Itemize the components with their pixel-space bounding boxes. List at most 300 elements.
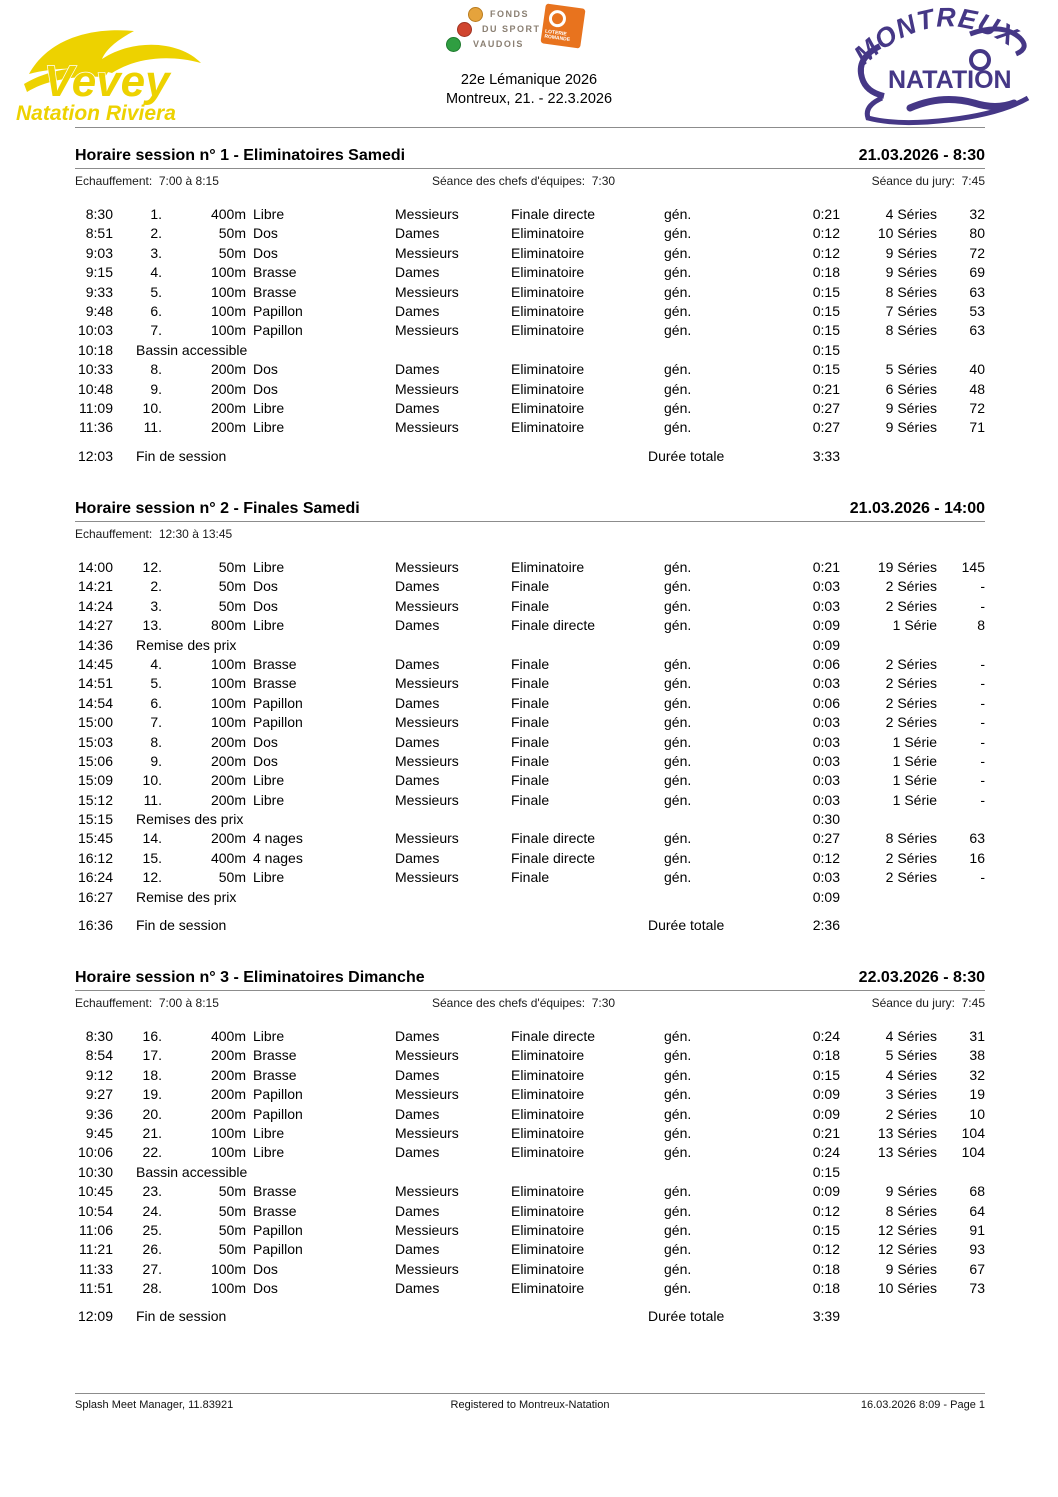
row-number: 14.	[142, 830, 162, 847]
row-count: -	[980, 772, 985, 789]
row-series: 9 Séries	[885, 264, 937, 281]
row-class: gén.	[664, 559, 692, 575]
row-round: Finale	[511, 694, 550, 711]
row-stroke: Dos	[253, 733, 278, 750]
row-gender: Dames	[395, 617, 440, 634]
row-time: 11:36	[79, 419, 113, 436]
row-interval: 0:15	[812, 322, 840, 339]
row-distance: 100m	[210, 1124, 246, 1141]
row-gender: Dames	[395, 1144, 440, 1161]
row-distance: 100m	[210, 283, 246, 300]
row-interval: 0:21	[812, 1124, 840, 1141]
row-gender: Messieurs	[395, 714, 459, 731]
row-count: 38	[969, 1047, 985, 1064]
row-distance: 200m	[210, 733, 246, 750]
row-time: 14:36	[77, 636, 113, 653]
row-stroke: Libre	[253, 1124, 285, 1141]
row-stroke: 4 nages	[253, 830, 303, 847]
row-round: Eliminatoire	[511, 399, 585, 416]
row-interval: 0:15	[812, 341, 840, 358]
row-class: gén.	[664, 264, 692, 281]
session-info-row	[75, 174, 985, 189]
row-round: Eliminatoire	[511, 380, 585, 397]
row-time: 16:27	[77, 888, 113, 905]
row-number: 3.	[150, 244, 162, 261]
row-interval: 0:12	[812, 1202, 840, 1219]
session-2	[75, 498, 985, 936]
row-interval: 0:03	[812, 869, 840, 886]
row-stroke: Brasse	[253, 1047, 297, 1064]
schedule-event-row	[75, 617, 985, 636]
row-interval: 0:15	[812, 361, 840, 378]
schedule-event-row	[75, 1047, 985, 1066]
row-count: 104	[961, 1124, 985, 1141]
event-title: 22e Lémanique 2026	[460, 72, 598, 88]
row-interval: 0:03	[812, 714, 840, 731]
row-class: gén.	[664, 1260, 692, 1277]
chefs-equipes-label: Séance des chefs d'équipes: 7:30	[432, 996, 616, 1010]
row-count: 72	[969, 244, 985, 261]
row-gender: Dames	[395, 302, 440, 319]
row-series: 2 Séries	[885, 675, 937, 692]
schedule-event-row	[75, 1067, 985, 1086]
row-stroke: Libre	[253, 1144, 285, 1161]
row-count: 91	[969, 1221, 985, 1238]
row-class: gén.	[664, 694, 692, 711]
row-series: 7 Séries	[885, 302, 937, 319]
fin-de-session-row	[75, 1308, 985, 1327]
row-time: 15:00	[77, 714, 113, 731]
row-time: 11:06	[79, 1221, 113, 1238]
row-time: 9:27	[85, 1086, 113, 1103]
row-class: gén.	[664, 830, 692, 847]
schedule-event-row	[75, 598, 985, 617]
row-time: 10:18	[77, 341, 113, 358]
row-stroke: Papillon	[253, 714, 303, 731]
row-number: 6.	[150, 694, 162, 711]
row-stroke: Papillon	[253, 1105, 303, 1122]
row-distance: 200m	[210, 419, 246, 436]
row-time: 14:00	[77, 559, 113, 575]
row-round: Finale directe	[511, 1028, 596, 1044]
session-info-row	[75, 996, 985, 1011]
row-stroke: Libre	[253, 1028, 285, 1044]
row-distance: 200m	[210, 791, 246, 808]
row-class: gén.	[664, 733, 692, 750]
row-class: gén.	[664, 791, 692, 808]
schedule-event-row	[75, 303, 985, 322]
fin-label: Fin de session	[136, 1308, 227, 1325]
row-interval: 0:03	[812, 675, 840, 692]
row-distance: 200m	[210, 380, 246, 397]
row-time: 10:33	[77, 361, 113, 378]
row-count: 93	[969, 1241, 985, 1258]
row-label: Remises des prix	[136, 811, 244, 828]
row-interval: 0:15	[812, 1163, 840, 1180]
row-count: 80	[969, 225, 985, 242]
row-round: Eliminatoire	[511, 1260, 585, 1277]
row-gender: Dames	[395, 399, 440, 416]
row-distance: 200m	[210, 1086, 246, 1103]
row-time: 11:21	[79, 1241, 113, 1258]
row-number: 23.	[142, 1183, 162, 1200]
row-count: -	[980, 752, 985, 769]
row-series: 12 Séries	[877, 1221, 937, 1238]
row-interval: 0:18	[812, 264, 840, 281]
row-number: 1.	[150, 206, 162, 222]
schedule-event-row	[75, 559, 985, 578]
row-series: 2 Séries	[885, 597, 937, 614]
row-stroke: Papillon	[253, 1241, 303, 1258]
row-gender: Messieurs	[395, 830, 459, 847]
row-series: 19 Séries	[877, 559, 937, 575]
footer-software: Splash Meet Manager, 11.83921	[75, 1399, 234, 1411]
row-count: -	[980, 733, 985, 750]
loterie-ring-icon	[548, 9, 567, 28]
row-count: 16	[969, 849, 985, 866]
row-distance: 100m	[210, 675, 246, 692]
row-time: 14:24	[77, 597, 113, 614]
row-label: Bassin accessible	[136, 341, 248, 358]
schedule-event-row	[75, 1086, 985, 1105]
row-distance: 400m	[210, 849, 246, 866]
row-number: 25.	[142, 1221, 162, 1238]
row-time: 15:06	[77, 752, 113, 769]
schedule-event-row	[75, 284, 985, 303]
row-time: 15:03	[77, 733, 113, 750]
row-time: 9:03	[85, 244, 113, 261]
row-round: Finale	[511, 597, 550, 614]
row-distance: 100m	[210, 694, 246, 711]
footer-registered: Registered to Montreux-Natation	[450, 1399, 610, 1411]
row-count: 72	[969, 399, 985, 416]
row-stroke: Brasse	[253, 1066, 297, 1083]
row-count: 68	[969, 1183, 985, 1200]
row-stroke: Dos	[253, 380, 278, 397]
schedule-event-row	[75, 753, 985, 772]
row-stroke: Dos	[253, 361, 278, 378]
row-round: Eliminatoire	[511, 1086, 585, 1103]
row-count: 104	[961, 1144, 985, 1161]
row-class: gén.	[664, 399, 692, 416]
row-round: Eliminatoire	[511, 225, 585, 242]
row-class: gén.	[664, 1124, 692, 1141]
row-class: gén.	[664, 1105, 692, 1122]
row-series: 8 Séries	[885, 283, 937, 300]
row-time: 8:30	[85, 206, 113, 222]
row-series: 1 Série	[892, 752, 937, 769]
row-interval: 0:06	[812, 655, 840, 672]
row-gender: Messieurs	[395, 1086, 459, 1103]
schedule-note-row	[75, 637, 985, 656]
row-class: gén.	[664, 283, 692, 300]
session-datetime: 21.03.2026 - 14:00	[849, 500, 985, 517]
row-class: gén.	[664, 655, 692, 672]
row-stroke: Libre	[253, 419, 285, 436]
row-count: 73	[969, 1280, 985, 1297]
schedule-note-row	[75, 1164, 985, 1183]
row-series: 4 Séries	[885, 206, 937, 222]
row-distance: 50m	[218, 225, 246, 242]
row-interval: 0:18	[812, 1047, 840, 1064]
schedule-event-row	[75, 419, 985, 438]
svg-text:Vevey: Vevey	[44, 57, 170, 106]
row-number: 18.	[142, 1066, 162, 1083]
row-distance: 200m	[210, 772, 246, 789]
row-count: -	[980, 578, 985, 595]
row-gender: Dames	[395, 655, 440, 672]
row-distance: 200m	[210, 830, 246, 847]
row-interval: 0:03	[812, 752, 840, 769]
row-series: 5 Séries	[885, 361, 937, 378]
row-round: Finale	[511, 752, 550, 769]
svg-text:Natation Riviera: Natation Riviera	[16, 102, 176, 124]
schedule-event-row	[75, 264, 985, 283]
row-interval: 0:27	[812, 830, 840, 847]
row-class: gén.	[664, 322, 692, 339]
row-round: Finale	[511, 675, 550, 692]
row-gender: Messieurs	[395, 244, 459, 261]
row-distance: 50m	[218, 1183, 246, 1200]
row-distance: 100m	[210, 714, 246, 731]
row-distance: 100m	[210, 322, 246, 339]
row-class: gén.	[664, 578, 692, 595]
row-number: 27.	[142, 1260, 162, 1277]
row-time: 10:48	[77, 380, 113, 397]
row-series: 1 Série	[892, 791, 937, 808]
row-number: 2.	[150, 578, 162, 595]
row-interval: 0:09	[812, 1183, 840, 1200]
row-gender: Messieurs	[395, 675, 459, 692]
session-3	[75, 967, 985, 1328]
row-number: 19.	[142, 1086, 162, 1103]
row-interval: 0:09	[812, 636, 840, 653]
row-interval: 0:12	[812, 244, 840, 261]
row-gender: Messieurs	[395, 1047, 459, 1064]
row-number: 20.	[142, 1105, 162, 1122]
row-count: 145	[961, 559, 985, 575]
fonds-red-dot-icon	[457, 22, 472, 37]
fin-de-session-row	[75, 917, 985, 936]
row-round: Eliminatoire	[511, 361, 585, 378]
schedule-event-row	[75, 1144, 985, 1163]
session-info-row	[75, 527, 985, 542]
row-stroke: Papillon	[253, 694, 303, 711]
row-gender: Dames	[395, 1241, 440, 1258]
row-distance: 200m	[210, 752, 246, 769]
row-series: 2 Séries	[885, 694, 937, 711]
svg-text:MONTREUX: MONTREUX	[852, 4, 1024, 71]
row-class: gén.	[664, 772, 692, 789]
schedule-note-row	[75, 811, 985, 830]
row-interval: 0:12	[812, 225, 840, 242]
schedule-event-row	[75, 245, 985, 264]
row-stroke: Libre	[253, 399, 285, 416]
row-distance: 200m	[210, 1066, 246, 1083]
row-number: 15.	[142, 849, 162, 866]
row-class: gén.	[664, 1202, 692, 1219]
row-gender: Messieurs	[395, 597, 459, 614]
row-stroke: Dos	[253, 578, 278, 595]
session-schedule-table	[75, 206, 985, 439]
row-series: 10 Séries	[877, 225, 937, 242]
row-gender: Dames	[395, 361, 440, 378]
fonds-green-dot-icon	[446, 37, 461, 52]
row-gender: Dames	[395, 1066, 440, 1083]
row-series: 2 Séries	[885, 655, 937, 672]
row-gender: Messieurs	[395, 380, 459, 397]
row-distance: 100m	[210, 302, 246, 319]
vevey-natation-riviera-logo	[14, 22, 224, 129]
schedule-event-row	[75, 1028, 985, 1047]
row-time: 14:27	[77, 617, 113, 634]
row-series: 4 Séries	[885, 1066, 937, 1083]
row-series: 4 Séries	[885, 1028, 937, 1044]
row-series: 9 Séries	[885, 419, 937, 436]
schedule-note-row	[75, 889, 985, 908]
row-time: 9:45	[85, 1124, 113, 1141]
row-round: Eliminatoire	[511, 419, 585, 436]
schedule-event-row	[75, 1222, 985, 1241]
montreux-natation-logo	[852, 4, 1036, 131]
row-number: 7.	[150, 322, 162, 339]
schedule-event-row	[75, 206, 985, 225]
schedule-note-row	[75, 342, 985, 361]
row-class: gén.	[664, 597, 692, 614]
row-gender: Messieurs	[395, 1183, 459, 1200]
row-count: 71	[969, 419, 985, 436]
row-time: 15:12	[77, 791, 113, 808]
row-count: 19	[969, 1086, 985, 1103]
row-count: 63	[969, 322, 985, 339]
row-interval: 0:06	[812, 694, 840, 711]
schedule-event-row	[75, 869, 985, 888]
row-count: -	[980, 714, 985, 731]
row-round: Eliminatoire	[511, 1221, 585, 1238]
row-stroke: Dos	[253, 1260, 278, 1277]
row-count: 48	[969, 380, 985, 397]
row-series: 2 Séries	[885, 578, 937, 595]
row-number: 4.	[150, 264, 162, 281]
row-count: 32	[969, 1066, 985, 1083]
row-number: 9.	[150, 380, 162, 397]
row-time: 10:06	[77, 1144, 113, 1161]
row-round: Eliminatoire	[511, 264, 585, 281]
row-stroke: Papillon	[253, 1086, 303, 1103]
row-distance: 200m	[210, 361, 246, 378]
duree-totale-label: Durée totale	[648, 447, 725, 464]
row-class: gén.	[664, 1047, 692, 1064]
row-series: 9 Séries	[885, 399, 937, 416]
row-number: 10.	[142, 399, 162, 416]
row-series: 13 Séries	[877, 1124, 937, 1141]
row-gender: Messieurs	[395, 1124, 459, 1141]
row-stroke: Libre	[253, 206, 285, 222]
session-title: Horaire session n° 1 - Eliminatoires Samedi	[75, 147, 406, 164]
row-interval: 0:15	[812, 283, 840, 300]
fin-label: Fin de session	[136, 447, 227, 464]
row-gender: Dames	[395, 733, 440, 750]
row-gender: Dames	[395, 225, 440, 242]
row-gender: Dames	[395, 1202, 440, 1219]
schedule-event-row	[75, 714, 985, 733]
row-interval: 0:21	[812, 559, 840, 575]
row-number: 8.	[150, 361, 162, 378]
row-class: gén.	[664, 1086, 692, 1103]
row-time: 9:33	[85, 283, 113, 300]
jury-label: Séance du jury: 7:45	[871, 174, 985, 188]
session-title: Horaire session n° 2 - Finales Samedi	[75, 500, 360, 517]
session-schedule-table	[75, 559, 985, 908]
row-number: 13.	[142, 617, 162, 634]
row-series: 13 Séries	[877, 1144, 937, 1161]
row-stroke: Libre	[253, 791, 285, 808]
fonds-line2: DU SPORT	[482, 24, 541, 34]
row-label: Remise des prix	[136, 636, 237, 653]
jury-label: Séance du jury: 7:45	[871, 996, 985, 1010]
session-datetime: 22.03.2026 - 8:30	[858, 969, 985, 986]
row-count: 10	[969, 1105, 985, 1122]
row-series: 8 Séries	[885, 1202, 937, 1219]
fin-label: Fin de session	[136, 917, 227, 934]
row-number: 9.	[150, 752, 162, 769]
schedule-event-row	[75, 1241, 985, 1260]
row-stroke: Papillon	[253, 1221, 303, 1238]
row-distance: 100m	[210, 655, 246, 672]
row-round: Eliminatoire	[511, 559, 585, 575]
row-count: 63	[969, 830, 985, 847]
row-number: 22.	[142, 1144, 162, 1161]
row-stroke: 4 nages	[253, 849, 303, 866]
session-2-header	[75, 498, 985, 520]
row-time: 15:15	[77, 811, 113, 828]
row-round: Finale directe	[511, 617, 596, 634]
chefs-equipes-label: Séance des chefs d'équipes: 7:30	[432, 174, 616, 188]
row-round: Eliminatoire	[511, 1066, 585, 1083]
row-gender: Messieurs	[395, 1260, 459, 1277]
row-gender: Dames	[395, 772, 440, 789]
fin-time: 12:09	[77, 1308, 113, 1325]
row-class: gén.	[664, 849, 692, 866]
row-gender: Messieurs	[395, 752, 459, 769]
row-interval: 0:21	[812, 380, 840, 397]
row-class: gén.	[664, 1028, 692, 1044]
row-stroke: Brasse	[253, 283, 297, 300]
row-class: gén.	[664, 617, 692, 634]
row-count: 32	[969, 206, 985, 222]
row-series: 9 Séries	[885, 244, 937, 261]
row-round: Finale directe	[511, 849, 596, 866]
row-class: gén.	[664, 361, 692, 378]
row-distance: 200m	[210, 1105, 246, 1122]
row-distance: 50m	[218, 1202, 246, 1219]
row-gender: Messieurs	[395, 283, 459, 300]
row-distance: 50m	[218, 869, 246, 886]
row-number: 28.	[142, 1280, 162, 1297]
row-stroke: Brasse	[253, 675, 297, 692]
row-series: 1 Série	[892, 772, 937, 789]
session-divider	[75, 168, 985, 169]
row-time: 8:54	[85, 1047, 113, 1064]
event-subtitle: Montreux, 21. - 22.3.2026	[445, 91, 613, 107]
row-round: Eliminatoire	[511, 1124, 585, 1141]
row-class: gén.	[664, 675, 692, 692]
row-series: 8 Séries	[885, 322, 937, 339]
row-class: gén.	[664, 206, 692, 222]
row-stroke: Libre	[253, 772, 285, 789]
row-stroke: Brasse	[253, 264, 297, 281]
row-stroke: Dos	[253, 597, 278, 614]
